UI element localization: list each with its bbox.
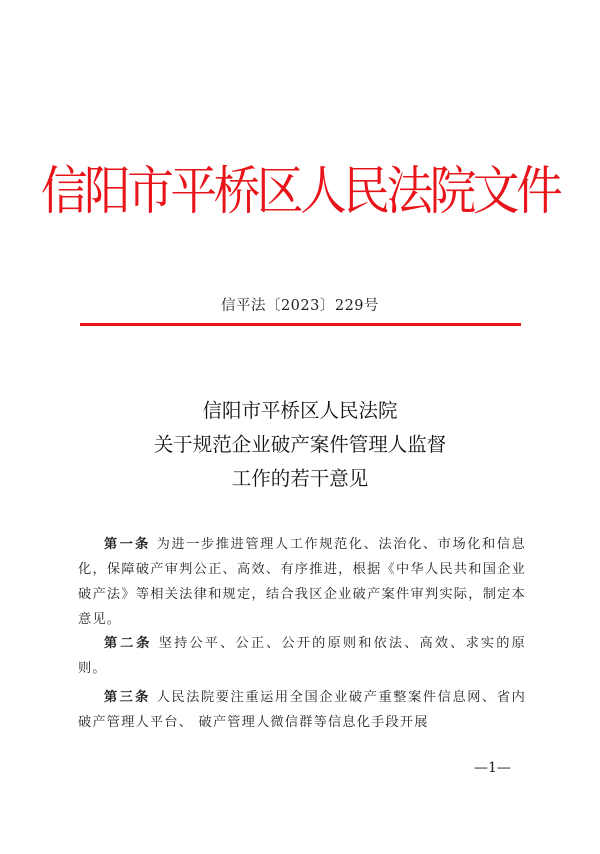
article-1 [78, 532, 526, 632]
article-2 [78, 631, 526, 681]
article-2-text: 坚持公平、公正、公开的原则和依法、高效、求实的原则。 [78, 636, 526, 676]
document-number: 信平法〔2023〕229号 [220, 298, 380, 314]
document-title [0, 394, 600, 496]
masthead-title: 信阳市平桥区人民法院文件 [40, 162, 560, 222]
article-3 [78, 685, 526, 735]
article-1-label: 第一条 [104, 537, 151, 552]
article-2-label: 第二条 [104, 636, 153, 651]
article-3-label: 第三条 [104, 690, 151, 705]
red-divider-line [80, 323, 521, 326]
document-title-line-2: 关于规范企业破产案件管理人监督 [153, 433, 447, 456]
document-title-line-1: 信阳市平桥区人民法院 [202, 399, 398, 422]
page-number: —1— [474, 760, 511, 776]
article-3-text: 人民法院要注重运用全国企业破产重整案件信息网、省内破产管理人平台、 破产管理人微信群等信息化手段开展 [78, 690, 527, 730]
article-1-text: 为进一步推进管理人工作规范化、法治化、市场化和信息化，保障破产审判公正、高效、有序推进，根据《中华人民共和国企业破产法》等相关法律和规定，结合我区企业破产案件审判实际，制定本意见。 [78, 537, 527, 627]
document-title-line-3: 工作的若干意见 [231, 467, 369, 490]
